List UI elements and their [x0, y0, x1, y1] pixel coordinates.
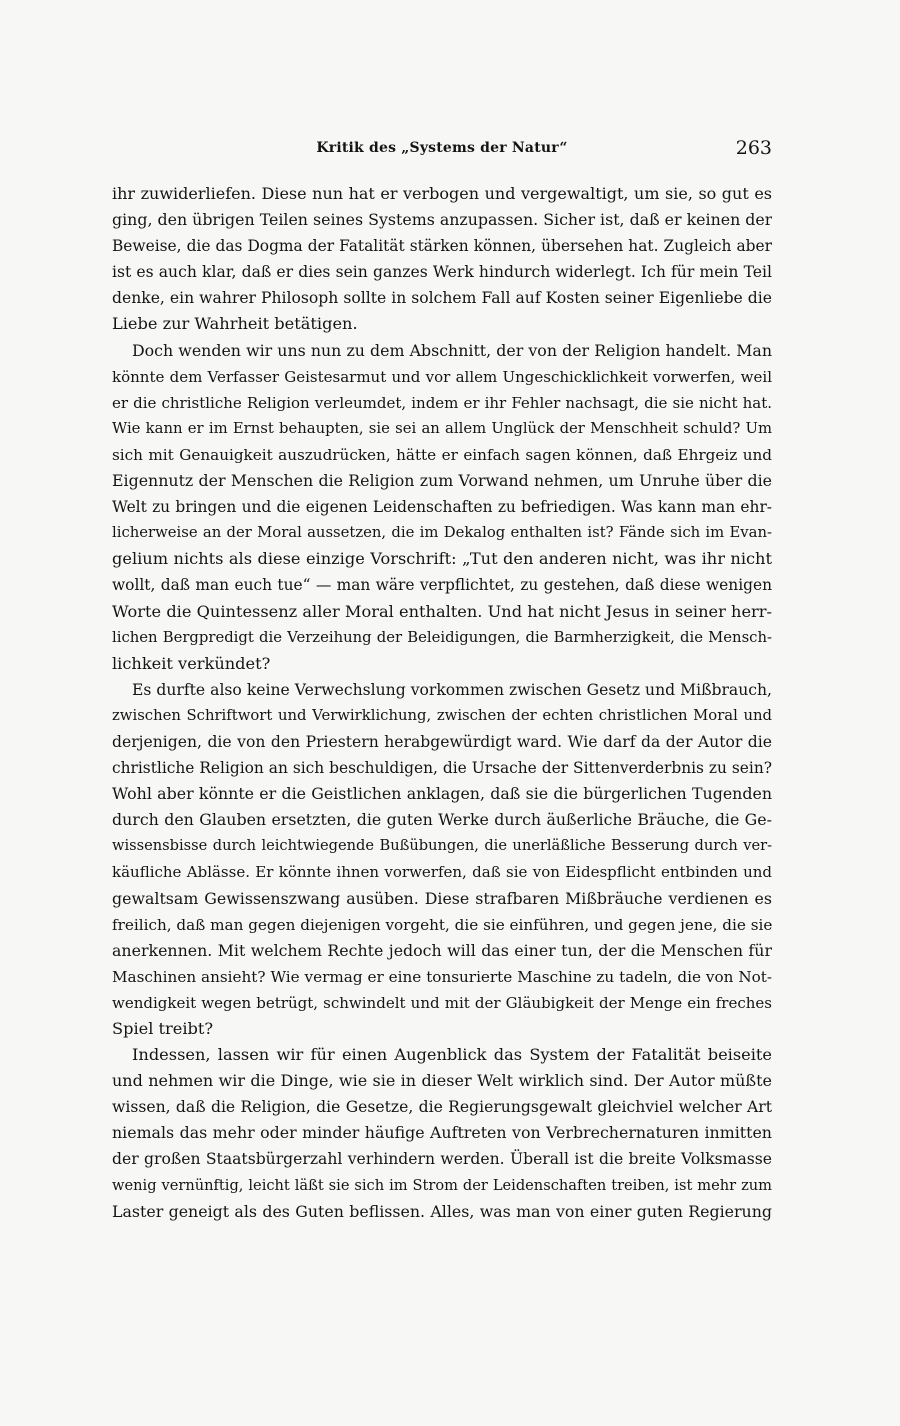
text-line: wenig vernünftig, leicht läßt sie sich im Strom der Leidenschaften treiben, ist mehr zum	[112, 1176, 772, 1194]
text-line: durch den Glauben ersetzten, die guten Werke durch äußerliche Bräuche, die Ge-	[112, 810, 772, 830]
text-line: gewaltsam Gewissenszwang ausüben. Diese strafbaren Mißbräuche verdienen es	[112, 888, 772, 908]
text-line: Liebe zur Wahrheit betätigen.	[112, 314, 358, 334]
text-line: Worte die Quintessenz aller Moral enthalten. Und hat nicht Jesus in seiner herr-	[112, 601, 772, 621]
text-line: und nehmen wir die Dinge, wie sie in dieser Welt wirklich sind. Der Autor müßte	[112, 1071, 772, 1091]
body-text	[112, 181, 772, 1225]
text-line: Laster geneigt als des Guten beflissen. Alles, was man von einer guten Regierung	[112, 1201, 772, 1221]
text-line: niemals das mehr oder minder häufige Auftreten von Verbrechernaturen inmitten	[112, 1123, 772, 1143]
text-line: Spiel treibt?	[112, 1019, 214, 1038]
text-line: wissen, daß die Religion, die Gesetze, die Regierungsgewalt gleichviel welcher Art	[112, 1098, 772, 1117]
text-line: Eigennutz der Menschen die Religion zum Vorwand nehmen, um Unruhe über die	[112, 471, 772, 491]
text-line: ihr zuwiderliefen. Diese nun hat er verbogen und vergewaltigt, um sie, so gut es	[112, 184, 772, 203]
text-line: christliche Religion an sich beschuldigen, die Ursache der Sittenverderbnis zu sein?	[112, 759, 772, 778]
text-line: könnte dem Verfasser Geistesarmut und vor allem Ungeschicklichkeit vorwerfen, weil	[112, 367, 772, 386]
text-line: freilich, daß man gegen diejenigen vorgeht, die sie einführen, und gegen jene, die sie	[112, 915, 772, 934]
text-line: derjenigen, die von den Priestern herabgewürdigt ward. Wie darf da der Autor die	[112, 732, 772, 751]
text-line: Welt zu bringen und die eigenen Leidenschaften zu befriedigen. Was kann man ehr-	[112, 498, 772, 517]
running-head	[112, 137, 772, 166]
text-line: Wohl aber könnte er die Geistlichen anklagen, daß sie die bürgerlichen Tugenden	[112, 784, 772, 804]
text-line: Beweise, die das Dogma der Fatalität stärken können, übersehen hat. Zugleich aber	[112, 237, 772, 256]
page-number: 263	[735, 137, 772, 159]
running-title: Kritik des „Systems der Natur“	[316, 140, 568, 156]
text-line: Maschinen ansieht? Wie vermag er eine tonsurierte Maschine zu tadeln, die von Not-	[112, 967, 772, 986]
text-line: der großen Staatsbürgerzahl verhindern werden. Überall ist die breite Volksmasse	[112, 1150, 772, 1169]
text-line: lichkeit verkündet?	[112, 653, 271, 673]
text-line: wendigkeit wegen betrügt, schwindelt und mit der Gläubigkeit der Menge ein freches	[112, 993, 772, 1012]
text-line: gelium nichts als diese einzige Vorschrift: „Tut den anderen nicht, was ihr nicht	[112, 549, 772, 569]
text-line: Doch wenden wir uns nun zu dem Abschnitt, der von der Religion handelt. Man	[132, 340, 772, 360]
text-line: ist es auch klar, daß er dies sein ganzes Werk hindurch widerlegt. Ich für mein Teil	[112, 263, 772, 282]
text-line: Es durfte also keine Verwechslung vorkommen zwischen Gesetz und Mißbrauch,	[132, 680, 772, 699]
text-line: zwischen Schriftwort und Verwirklichung, zwischen der echten christlichen Moral und	[112, 706, 772, 724]
text-line: er die christliche Religion verleumdet, indem er ihr Fehler nachsagt, die sie nicht hat.	[112, 393, 772, 412]
text-line: wollt, daß man euch tue“ — man wäre verpflichtet, zu gestehen, daß diese wenigen	[112, 576, 772, 595]
text-line: denke, ein wahrer Philosoph sollte in solchem Fall auf Kosten seiner Eigenliebe die	[112, 289, 772, 308]
text-line: anerkennen. Mit welchem Rechte jedoch will das einer tun, der die Menschen für	[112, 940, 772, 960]
text-line: wissensbisse durch leichtwiegende Bußübungen, die unerläßliche Besserung durch ver-	[112, 837, 772, 855]
text-line: licherweise an der Moral aussetzen, die im Dekalog enthalten ist? Fände sich im Evan-	[112, 524, 772, 542]
text-line: sich mit Genauigkeit auszudrücken, hätte er einfach sagen können, daß Ehrgeiz und	[112, 445, 772, 464]
text-line: käufliche Ablässe. Er könnte ihnen vorwerfen, daß sie von Eidespflicht entbinden und	[112, 863, 772, 882]
text-line: lichen Bergpredigt die Verzeihung der Beleidigungen, die Barmherzigkeit, die Mensch-	[112, 628, 772, 646]
text-line: Indessen, lassen wir für einen Augenblick das System der Fatalität beiseite	[132, 1045, 772, 1065]
text-line: ging, den übrigen Teilen seines Systems anzupassen. Sicher ist, daß er keinen der	[112, 210, 772, 230]
text-line: Wie kann er im Ernst behaupten, sie sei an allem Unglück der Menschheit schuld? Um	[112, 419, 772, 437]
